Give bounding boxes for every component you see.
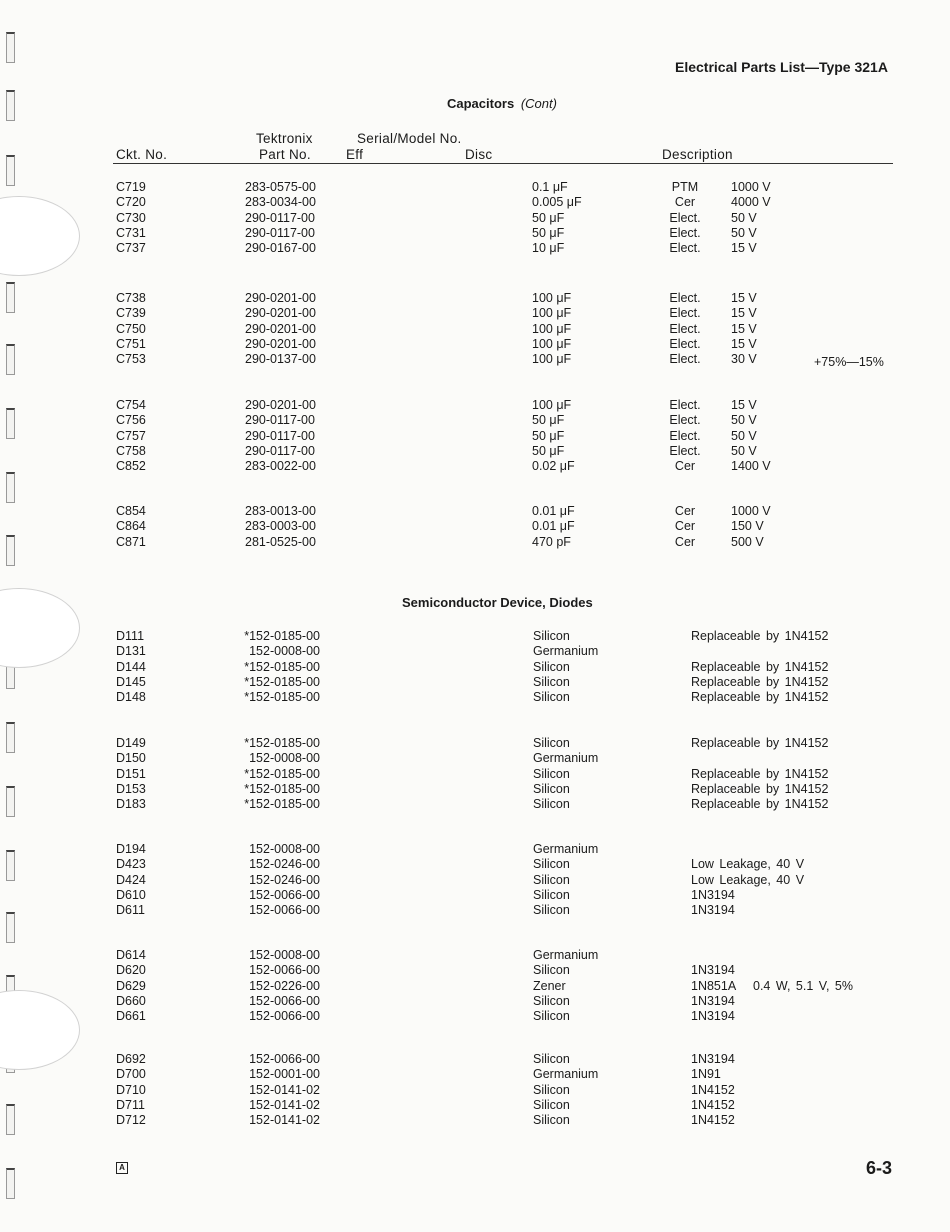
voltage: 15 V [731,306,757,321]
voltage: 50 V [731,428,757,443]
diode-desc: Replaceable by 1N4152 [691,766,829,781]
part-no: 290-0201-00 [245,291,316,305]
ckt-no: D423 [116,857,146,872]
voltage: 50 V [731,443,757,458]
page-header-title: Electrical Parts List—Type 321A [675,59,888,75]
material: Silicon [533,887,570,902]
part-no: 152-0008-00 [249,644,320,659]
capacitance: 470 pF [532,534,571,549]
part-column [245,180,316,256]
capacitance: 0.005 μF [532,195,582,210]
material: Silicon [533,903,570,918]
diode-desc [691,948,736,963]
cap-type: Elect. [669,321,701,336]
ckt-no: D145 [116,674,146,689]
cap-type: PTM [671,180,699,194]
ckt-column [116,736,146,812]
capacitance: 50 μF [532,443,565,458]
material: Silicon [533,963,570,978]
ckt-no: C737 [116,241,146,256]
ckt-no: D710 [116,1082,146,1097]
cap-type: Elect. [669,291,701,305]
voltage: 15 V [731,241,757,256]
material: Silicon [533,797,570,812]
ckt-column [116,504,146,550]
part-no: *152-0185-00 [244,659,320,674]
cap-type: Cer [674,519,696,534]
diode-desc: 1N4152 [691,1082,735,1097]
type-column [663,398,707,474]
part-no: 152-0226-00 [249,978,320,993]
part-no: 152-0246-00 [249,872,320,887]
part-no: 152-0066-00 [249,963,320,978]
binder-hole [0,588,80,668]
part-no: *152-0185-00 [244,781,320,796]
cap-type: Elect. [669,306,701,321]
material: Germanium [533,842,599,856]
cap-type: Elect. [669,241,701,256]
col-header-eff: Eff [346,147,364,162]
material: Silicon [533,857,570,872]
part-no: 152-0246-00 [249,857,320,872]
diode-desc: Replaceable by 1N4152 [691,781,829,796]
page-number: 6-3 [865,1158,892,1178]
cap-type: Elect. [669,352,701,367]
ckt-no: C720 [116,195,146,210]
col-header-disc: Disc [465,147,493,162]
material: Silicon [533,1009,570,1024]
ckt-no: D131 [116,644,146,659]
part-no: 152-0066-00 [249,903,320,918]
ckt-no: C751 [116,336,146,351]
ckt-no: C739 [116,306,146,321]
part-no: *152-0185-00 [244,674,320,689]
part-no: 283-0003-00 [245,519,316,534]
ckt-no: D194 [116,842,146,856]
ckt-no: D148 [116,690,146,705]
ckt-no: D610 [116,887,146,902]
part-no: 283-0022-00 [245,459,316,474]
ckt-no: D629 [116,978,146,993]
part-no: 290-0117-00 [245,413,315,428]
voltage: 50 V [731,225,757,240]
voltage: 1000 V [731,504,771,518]
diode-desc: 1N91 [691,1067,721,1082]
part-no: 281-0525-00 [245,534,316,549]
cap-type: Elect. [669,336,701,351]
capacitance: 50 μF [532,225,565,240]
capacitance: 50 μF [532,210,565,225]
voltage: 4000 V [731,195,771,210]
diode-desc: 1N3194 [691,887,735,902]
cap-type: Elect. [669,225,701,240]
ckt-no: D183 [116,797,146,812]
capacitance: 100 μF [532,321,572,336]
part-no: 152-0141-02 [249,1097,320,1112]
diode-desc: 1N3194 [691,903,735,918]
diode-desc: Low Leakage, 40 V [691,872,805,887]
tolerance-note: +75%—15% [814,355,884,369]
diode-desc: 1N851A [691,978,737,993]
part-no: 283-0575-00 [245,180,316,194]
binder-hole [0,990,80,1070]
cap-type: Cer [674,195,696,210]
material-column [533,948,598,1024]
part-no: 283-0013-00 [245,504,316,518]
cap-type: Cer [674,459,696,474]
material: Germanium [533,644,599,659]
material: Zener [533,978,566,993]
material: Silicon [533,872,570,887]
ckt-no: C757 [116,428,146,443]
part-no: *152-0185-00 [244,797,320,812]
ckt-no: D660 [116,993,146,1008]
ckt-no: D620 [116,963,146,978]
diode-desc: 1N4152 [691,1097,735,1112]
ckt-no: D424 [116,872,146,887]
material-column [533,842,598,918]
value-column [532,180,582,256]
voltage: 50 V [731,210,757,225]
ckt-no: C854 [116,504,146,518]
ckt-no: D712 [116,1113,146,1128]
part-no: 152-0008-00 [249,842,320,856]
part-no: *152-0185-00 [244,629,320,643]
voltage: 30 V [731,352,757,367]
col-header-ckt: Ckt. No. [116,147,168,162]
desc-column [691,842,804,918]
ckt-no: C730 [116,210,146,225]
desc-column [691,736,828,812]
col-header-tektronix: Tektronix [256,131,313,146]
part-column [245,398,316,474]
ckt-no: C864 [116,519,146,534]
voltage: 1000 V [731,180,771,194]
part-no: *152-0185-00 [244,736,320,750]
diode-desc: 1N3194 [691,963,735,978]
voltage: 15 V [731,398,757,412]
type-column [663,504,707,550]
diode-desc: Replaceable by 1N4152 [691,797,829,812]
ckt-no: D153 [116,781,146,796]
part-no: 290-0117-00 [245,428,315,443]
part-no: 290-0137-00 [245,352,316,367]
cap-type: Elect. [669,428,701,443]
part-no: 290-0201-00 [245,321,316,336]
ckt-no: C719 [116,180,146,194]
cap-type: Cer [674,534,696,549]
capacitance: 100 μF [532,306,572,321]
ckt-no: D149 [116,736,146,750]
ckt-no: D661 [116,1009,146,1024]
part-column [238,629,320,705]
material: Silicon [533,1052,570,1066]
header-rule [113,163,893,164]
ckt-no: D711 [116,1097,145,1112]
part-column [245,291,316,367]
desc-column [691,948,736,1024]
col-header-description: Description [662,147,733,162]
diode-desc: Replaceable by 1N4152 [691,629,829,643]
cap-type: Elect. [669,398,701,412]
ckt-no: D144 [116,659,146,674]
voltage-column [731,180,771,256]
voltage: 1400 V [731,459,771,474]
material-column [533,1052,598,1128]
type-column [663,291,707,367]
part-no: 152-0001-00 [249,1067,320,1082]
diode-desc: Low Leakage, 40 V [691,857,805,872]
diodes-section-title: Semiconductor Device, Diodes [402,595,593,610]
ckt-no: C756 [116,413,146,428]
ckt-column [116,1052,146,1128]
diode-desc: Replaceable by 1N4152 [691,674,829,689]
diode-desc: Replaceable by 1N4152 [691,690,829,705]
material-column [533,629,598,705]
ckt-no: D111 [116,629,145,643]
capacitance: 50 μF [532,413,565,428]
ckt-column [116,180,146,256]
ckt-no: C871 [116,534,146,549]
ckt-no: C750 [116,321,146,336]
col-header-part: Part No. [259,147,311,162]
capacitance: 100 μF [532,336,572,351]
material: Germanium [533,1067,599,1082]
value-column [532,504,575,550]
part-column [245,504,316,550]
cap-type: Elect. [669,210,701,225]
part-column [238,842,320,918]
ckt-no: D692 [116,1052,146,1066]
voltage: 50 V [731,413,757,428]
material: Silicon [533,993,570,1008]
desc-column [691,1052,735,1128]
part-no: 152-0066-00 [249,1052,320,1066]
material: Silicon [533,674,570,689]
diode-desc [691,842,804,857]
part-no: 290-0201-00 [245,336,316,351]
section-cont-note: (Cont) [520,96,557,111]
section-title-text: Capacitors [447,96,515,111]
capacitance: 50 μF [532,428,565,443]
part-no: 152-0008-00 [249,751,320,766]
material-column [533,736,598,812]
part-no: 290-0117-00 [245,225,315,240]
diode-desc: 1N3194 [691,1052,735,1066]
ckt-no: D700 [116,1067,146,1082]
part-no: 152-0066-00 [249,887,320,902]
voltage: 15 V [731,321,757,336]
desc-column [691,629,828,705]
binder-hole [0,196,80,276]
capacitance: 100 μF [532,291,572,305]
material: Silicon [533,736,570,750]
part-column [238,736,320,812]
value-column [532,398,575,474]
diode-desc: Replaceable by 1N4152 [691,736,829,750]
voltage-column [731,398,771,474]
voltage-column [731,504,771,550]
ckt-no: C754 [116,398,146,412]
part-no: 290-0117-00 [245,443,315,458]
part-no: 290-0201-00 [245,306,316,321]
ckt-no: D611 [116,903,145,918]
voltage: 15 V [731,336,757,351]
revision-stamp: A [116,1162,128,1174]
material: Silicon [533,781,570,796]
capacitance: 0.02 μF [532,459,575,474]
ckt-column [116,291,146,367]
material: Silicon [533,1097,570,1112]
col-header-serial-model: Serial/Model No. [357,131,462,146]
capacitance: 100 μF [532,398,572,412]
ckt-no: C852 [116,459,146,474]
material: Germanium [533,751,599,766]
material: Silicon [533,766,570,781]
voltage: 15 V [731,291,757,305]
voltage: 150 V [731,519,764,534]
diode-desc [691,751,828,766]
ckt-no: C758 [116,443,146,458]
voltage-column [731,291,757,367]
part-no: 283-0034-00 [245,195,316,210]
cap-type: Elect. [669,443,701,458]
type-column [663,180,707,256]
material: Silicon [533,629,570,643]
part-no: 290-0167-00 [245,241,316,256]
diode-desc: Replaceable by 1N4152 [691,659,829,674]
part-no: *152-0185-00 [244,766,320,781]
capacitance: 10 μF [532,241,565,256]
voltage: 500 V [731,534,764,549]
ckt-no: D150 [116,751,146,766]
capacitance: 0.01 μF [532,519,575,534]
capacitance: 0.01 μF [532,504,575,518]
part-no: 152-0066-00 [249,1009,320,1024]
capacitance: 100 μF [532,352,572,367]
capacitance: 0.1 μF [532,180,568,194]
material: Silicon [533,690,570,705]
capacitors-section-title [447,96,557,111]
material: Silicon [533,1113,570,1128]
diode-desc: 1N3194 [691,993,735,1008]
material: Silicon [533,659,570,674]
diode-desc: 1N4152 [691,1113,735,1128]
ckt-no: C731 [116,225,146,240]
ckt-column [116,842,146,918]
part-column [238,948,320,1024]
part-column [238,1052,320,1128]
zener-rating-note: 0.4 W, 5.1 V, 5% [753,978,853,993]
ckt-no: D151 [116,766,146,781]
cap-type: Cer [674,504,696,518]
part-no: 290-0201-00 [245,398,316,412]
ckt-no: C753 [116,352,146,367]
value-column [532,291,571,367]
ckt-column [116,629,146,705]
cap-type: Elect. [669,413,701,428]
ckt-no: D614 [116,948,146,962]
material: Germanium [533,948,599,962]
part-no: 152-0008-00 [249,948,320,962]
part-no: 152-0141-02 [249,1082,320,1097]
diode-desc [691,644,828,659]
part-no: 152-0141-02 [249,1113,320,1128]
material: Silicon [533,1082,570,1097]
part-no: *152-0185-00 [244,690,320,705]
ckt-column [116,948,146,1024]
ckt-column [116,398,146,474]
diode-desc: 1N3194 [691,1009,735,1024]
part-no: 290-0117-00 [245,210,315,225]
ckt-no: C738 [116,291,146,305]
part-no: 152-0066-00 [249,993,320,1008]
